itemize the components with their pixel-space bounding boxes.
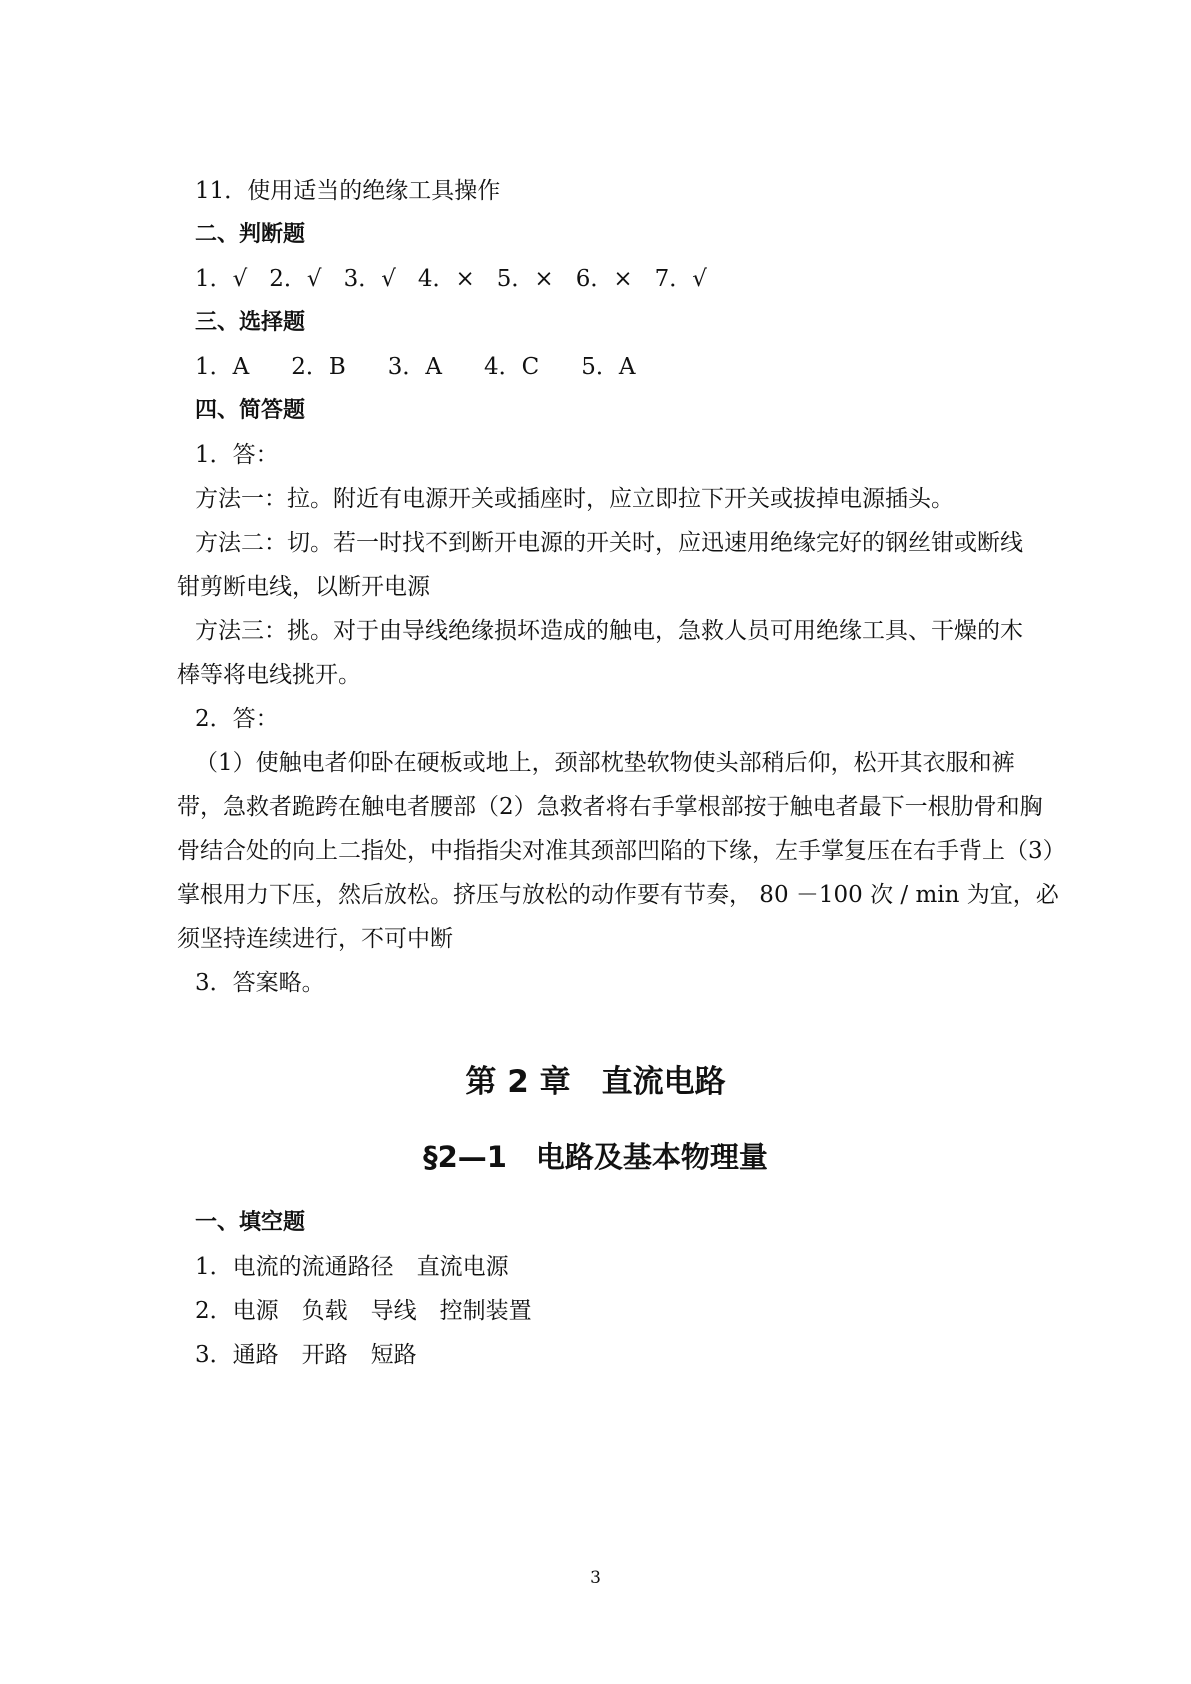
- method-two-text: 方法二：切。若一时找不到断开电源的开关时，应迅速用绝缘完好的钢丝钳或断线: [195, 530, 1023, 556]
- true-false-answers: [195, 264, 1055, 294]
- section-heading-short-answer: 四、简答题: [195, 398, 306, 423]
- section-title: §2—1 电路及基本物理量: [423, 1140, 768, 1174]
- cpr-paragraph-line: 带，急救者跪跨在触电者腰部（2）急救者将右手掌根部按于触电者最下一根肋骨和胸: [177, 794, 1043, 820]
- answer-1-label: 1．答：: [195, 442, 279, 468]
- method-one-text: 方法一：拉。附近有电源开关或插座时，应立即拉下开关或拔掉电源插头。: [195, 486, 954, 512]
- fill-answer-line: 3．通路 开路 短路: [195, 1342, 417, 1368]
- cpr-paragraph-line: 掌根用力下压，然后放松。挤压与放松的动作要有节奏， 80 －100 次 / min 为宜，必: [177, 882, 1059, 908]
- tf-answer: 6．×: [575, 266, 633, 292]
- mc-answer: 3．A: [387, 354, 443, 380]
- mc-answer: 2．B: [291, 354, 346, 380]
- cpr-paragraph-line: （1）使触电者仰卧在硬板或地上，颈部枕垫软物使头部稍后仰，松开其衣服和裤: [195, 750, 1015, 776]
- answer-line-11: 11．使用适当的绝缘工具操作: [195, 178, 501, 204]
- fill-answer-line: 2．电源 负载 导线 控制装置: [195, 1298, 532, 1324]
- chapter-title: 第 2 章 直流电路: [465, 1064, 726, 1100]
- fill-answer-line: 1．电流的流通路径 直流电源: [195, 1254, 509, 1280]
- tf-answer: 7．√: [654, 266, 707, 292]
- cpr-paragraph-line: 须坚持连续进行，不可中断: [177, 926, 453, 952]
- section-heading-true-false: 二、判断题: [195, 222, 306, 247]
- mc-answer: 4．C: [484, 354, 540, 380]
- tf-answer: 1．√: [195, 266, 248, 292]
- answer-2-label: 2．答：: [195, 706, 279, 732]
- method-two-continued: 钳剪断电线，以断开电源: [177, 574, 430, 600]
- section-heading-fill-blank: 一、填空题: [195, 1210, 306, 1235]
- tf-answer: 5．×: [496, 266, 554, 292]
- mc-answer: 1．A: [195, 354, 250, 380]
- section-heading-multiple-choice: 三、选择题: [195, 310, 306, 335]
- tf-answer: 4．×: [417, 266, 475, 292]
- tf-answer: 3．√: [343, 266, 396, 292]
- method-three-text: 方法三：挑。对于由导线绝缘损坏造成的触电，急救人员可用绝缘工具、干燥的木: [195, 618, 1023, 644]
- answer-3-text: 3．答案略。: [195, 970, 325, 996]
- method-three-continued: 棒等将电线挑开。: [177, 662, 361, 688]
- cpr-paragraph-line: 骨结合处的向上二指处，中指指尖对准其颈部凹陷的下缘，左手掌复压在右手背上（3）: [177, 838, 1066, 864]
- multiple-choice-answers: [195, 352, 1055, 382]
- page-number: 3: [590, 1568, 601, 1588]
- mc-answer: 5．A: [581, 354, 636, 380]
- tf-answer: 2．√: [269, 266, 322, 292]
